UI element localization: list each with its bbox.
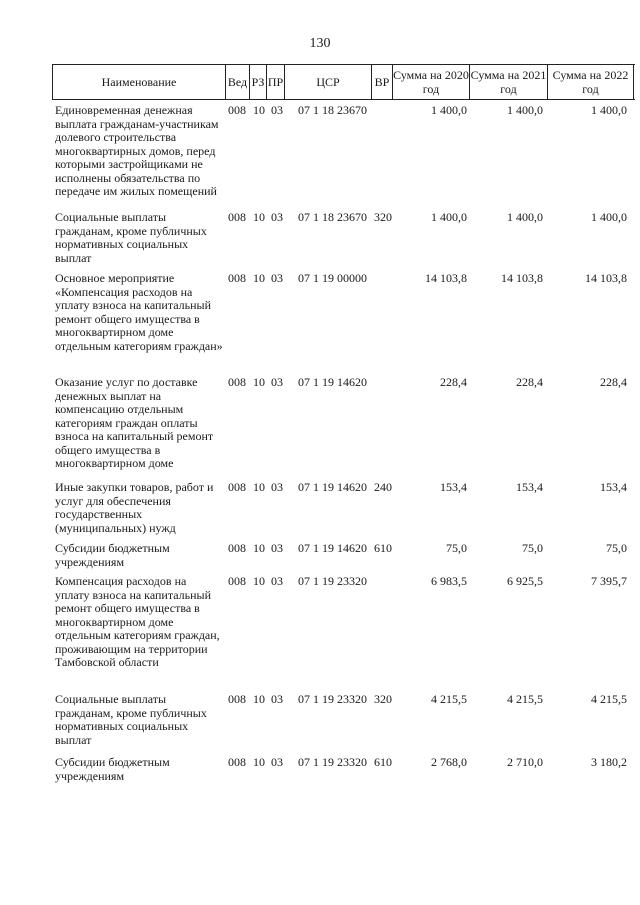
- row-sum-2020: 6 983,5: [431, 574, 467, 588]
- header-name: Наименование: [53, 65, 226, 99]
- row-name: Социальные выплаты гражданам, кроме публичных нормативных социальных выплат: [55, 692, 207, 747]
- row-sum-2022: 1 400,0: [591, 103, 627, 117]
- row-ved: 008: [228, 271, 246, 285]
- row-vr: 320: [374, 692, 392, 706]
- row-pr: 03: [271, 541, 283, 555]
- row-rz: 10: [253, 271, 265, 285]
- row-vr: 610: [374, 541, 392, 555]
- row-csr: 07 1 19 23320: [298, 692, 367, 706]
- row-ved: 008: [228, 755, 246, 769]
- header-ved: Вед: [226, 65, 250, 99]
- row-sum-2022: 14 103,8: [585, 271, 627, 285]
- row-ved: 008: [228, 574, 246, 588]
- row-name: Оказание услуг по доставке денежных выплат на компенсацию отдельным категориям граждан оплаты взноса на капитальный ремонт общего имущества в многоквартирном доме: [55, 375, 214, 470]
- row-sum-2021: 1 400,0: [507, 210, 543, 224]
- row-name: Субсидии бюджетным учреждениям: [55, 755, 170, 783]
- row-csr: 07 1 19 14620: [298, 541, 367, 555]
- row-sum-2022: 228,4: [600, 375, 627, 389]
- row-pr: 03: [271, 692, 283, 706]
- row-rz: 10: [253, 210, 265, 224]
- row-sum-2021: 1 400,0: [507, 103, 543, 117]
- row-sum-2022: 75,0: [606, 541, 627, 555]
- row-rz: 10: [253, 375, 265, 389]
- row-sum-2020: 75,0: [446, 541, 467, 555]
- row-csr: 07 1 19 23320: [298, 574, 367, 588]
- row-rz: 10: [253, 541, 265, 555]
- row-sum-2020: 1 400,0: [431, 103, 467, 117]
- row-ved: 008: [228, 692, 246, 706]
- row-csr: 07 1 19 14620: [298, 480, 367, 494]
- row-sum-2022: 153,4: [600, 480, 627, 494]
- row-pr: 03: [271, 103, 283, 117]
- row-sum-2020: 1 400,0: [431, 210, 467, 224]
- row-ved: 008: [228, 375, 246, 389]
- row-sum-2022: 3 180,2: [591, 755, 627, 769]
- row-csr: 07 1 18 23670: [298, 210, 367, 224]
- row-vr: 610: [374, 755, 392, 769]
- row-ved: 008: [228, 103, 246, 117]
- row-pr: 03: [271, 480, 283, 494]
- header-rz: РЗ: [250, 65, 267, 99]
- row-ved: 008: [228, 480, 246, 494]
- row-ved: 008: [228, 541, 246, 555]
- row-pr: 03: [271, 574, 283, 588]
- header-sum-2022: Сумма на 2022 год: [548, 65, 634, 99]
- row-sum-2020: 153,4: [440, 480, 467, 494]
- row-sum-2021: 6 925,5: [507, 574, 543, 588]
- row-name: Основное мероприятие «Компенсация расходов на уплату взноса на капитальный ремонт общего имущества в многоквартирном доме отдельным категориям граждан»: [55, 271, 223, 353]
- row-sum-2021: 2 710,0: [507, 755, 543, 769]
- header-sum-2020: Сумма на 2020 год: [393, 65, 470, 99]
- row-vr: 320: [374, 210, 392, 224]
- row-name: Единовременная денежная выплата гражданам-участникам долевого строительства многоквартирных домов, перед которыми застройщиками не исполнены обязательства по передаче им жилых помещений: [55, 103, 219, 198]
- row-csr: 07 1 19 14620: [298, 375, 367, 389]
- row-rz: 10: [253, 103, 265, 117]
- row-sum-2021: 14 103,8: [501, 271, 543, 285]
- header-pr: ПР: [267, 65, 285, 99]
- page-number: 130: [309, 36, 331, 51]
- row-name: Компенсация расходов на уплату взноса на капитальный ремонт общего имущества в многоквартирном доме отдельным категориям граждан, проживающим на территории Тамбовской области: [55, 574, 220, 669]
- row-rz: 10: [253, 692, 265, 706]
- row-csr: 07 1 18 23670: [298, 103, 367, 117]
- row-name: Социальные выплаты гражданам, кроме публичных нормативных социальных выплат: [55, 210, 207, 265]
- row-pr: 03: [271, 210, 283, 224]
- row-sum-2021: 228,4: [516, 375, 543, 389]
- row-pr: 03: [271, 375, 283, 389]
- row-ved: 008: [228, 210, 246, 224]
- row-sum-2022: 7 395,7: [591, 574, 627, 588]
- row-pr: 03: [271, 271, 283, 285]
- row-sum-2021: 75,0: [522, 541, 543, 555]
- row-csr: 07 1 19 23320: [298, 755, 367, 769]
- row-rz: 10: [253, 755, 265, 769]
- row-sum-2021: 153,4: [516, 480, 543, 494]
- row-sum-2020: 228,4: [440, 375, 467, 389]
- row-csr: 07 1 19 00000: [298, 271, 367, 285]
- header-sum-2021: Сумма на 2021 год: [470, 65, 548, 99]
- row-name: Субсидии бюджетным учреждениям: [55, 541, 170, 569]
- row-rz: 10: [253, 480, 265, 494]
- row-sum-2022: 1 400,0: [591, 210, 627, 224]
- row-sum-2020: 14 103,8: [425, 271, 467, 285]
- header-vr: ВР: [372, 65, 393, 99]
- table-header: [52, 64, 635, 100]
- row-vr: 240: [374, 480, 392, 494]
- row-rz: 10: [253, 574, 265, 588]
- row-pr: 03: [271, 755, 283, 769]
- row-name: Иные закупки товаров, работ и услуг для обеспечения государственных (муниципальных) нужд: [55, 480, 214, 535]
- row-sum-2020: 4 215,5: [431, 692, 467, 706]
- row-sum-2021: 4 215,5: [507, 692, 543, 706]
- row-sum-2020: 2 768,0: [431, 755, 467, 769]
- row-sum-2022: 4 215,5: [591, 692, 627, 706]
- header-csr: ЦСР: [285, 65, 372, 99]
